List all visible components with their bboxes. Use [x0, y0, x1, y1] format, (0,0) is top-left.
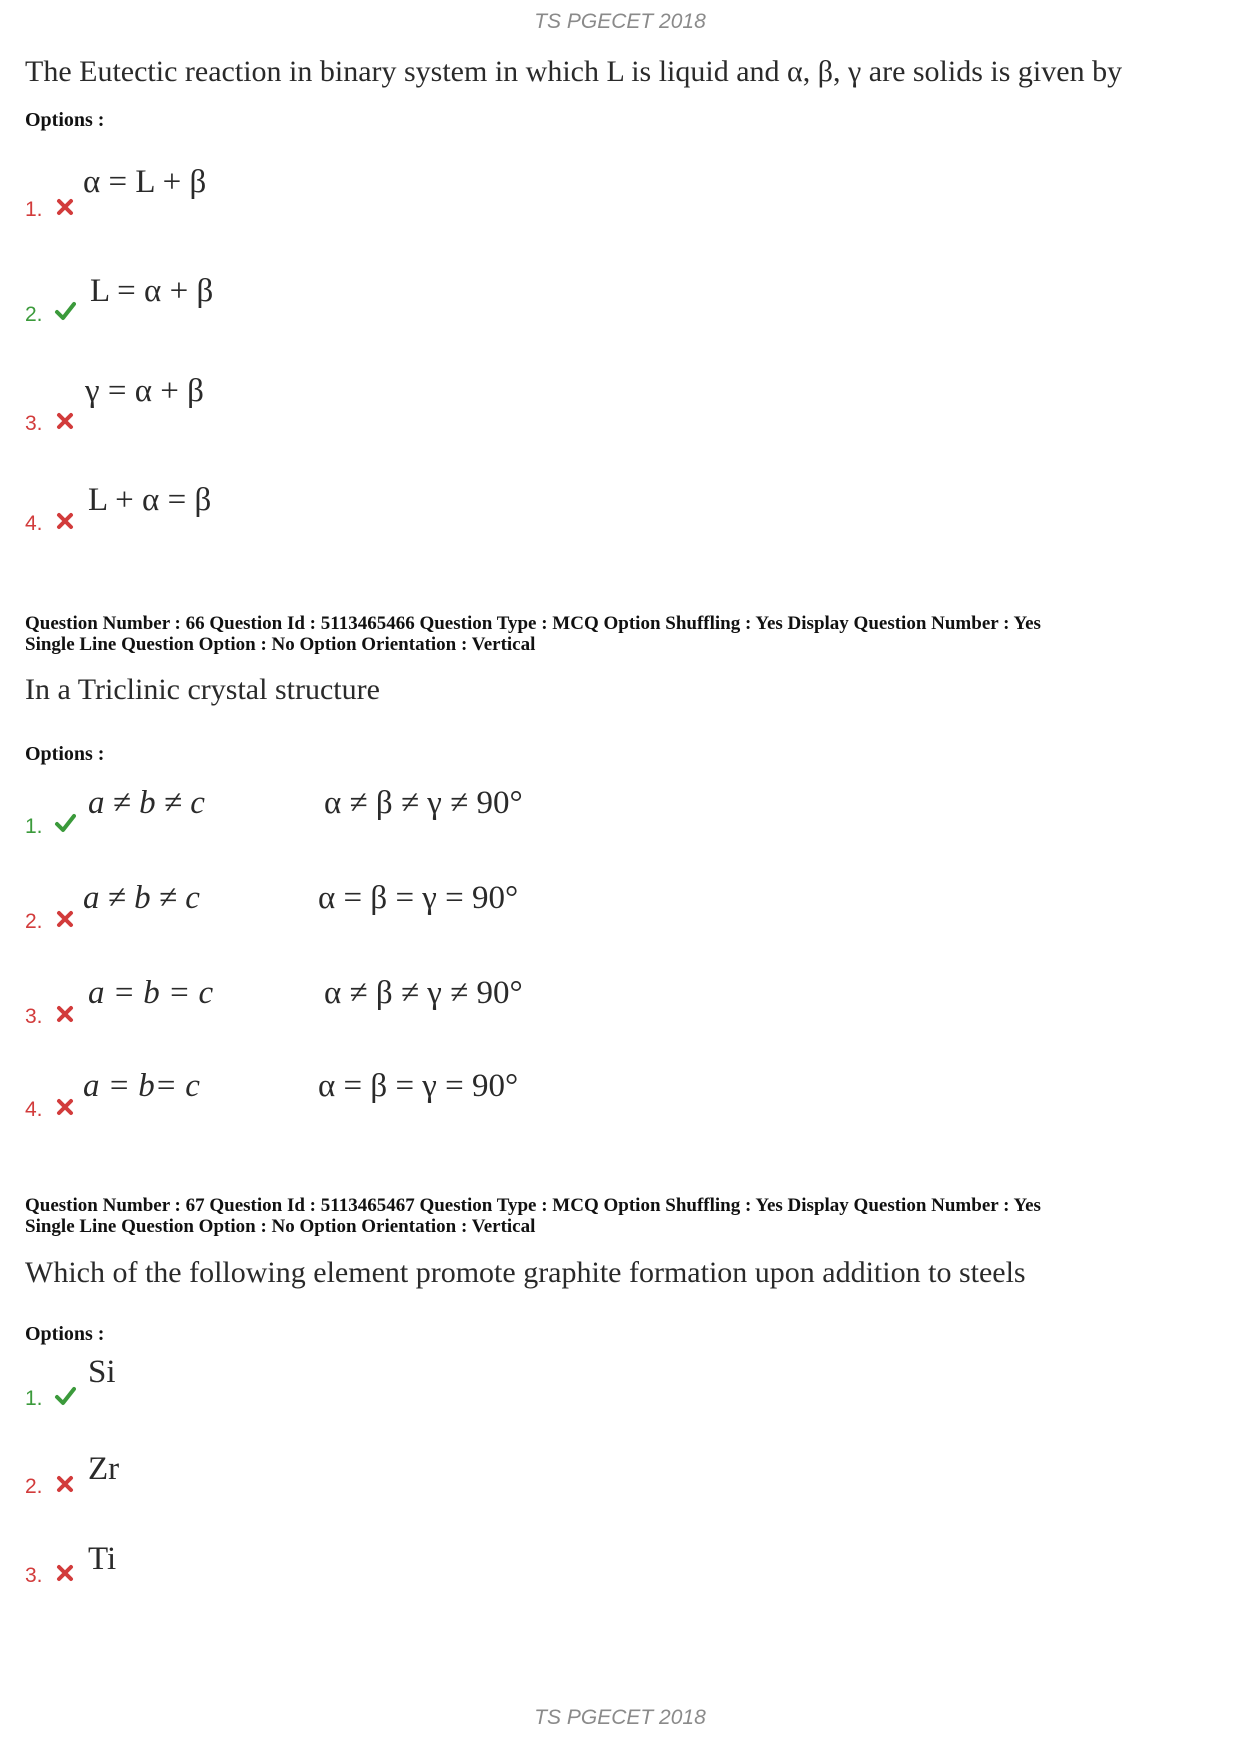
lattice-text: a ≠ b ≠ c: [83, 880, 200, 916]
question-66-meta-line2: Single Line Question Option : No Option Orientation : Vertical: [25, 634, 536, 655]
option-number: 2.: [25, 1475, 43, 1498]
option-formula: γ = α + β: [85, 373, 204, 409]
option-formula: L + α = β: [88, 482, 212, 518]
question-65-text: The Eutectic reaction in binary system in which L is liquid and α, β, γ are solids is given by: [25, 55, 1123, 88]
cross-icon: [54, 1473, 76, 1495]
check-icon: [54, 812, 76, 834]
option-angles: α = β = γ = 90°: [318, 880, 519, 916]
option-number: 1.: [25, 198, 43, 221]
cross-icon: [54, 1096, 76, 1118]
option-number: 1.: [25, 1387, 43, 1410]
option-lattice: [88, 785, 205, 822]
cross-icon: [54, 196, 76, 218]
option-lattice: [83, 880, 200, 917]
check-icon: [54, 1385, 76, 1407]
option-formula: L = α + β: [90, 273, 214, 309]
question-66-text: In a Triclinic crystal structure: [25, 673, 380, 706]
option-angles: α ≠ β ≠ γ ≠ 90°: [324, 975, 523, 1011]
option-number: 3.: [25, 1564, 43, 1587]
option-number: 4.: [25, 512, 43, 535]
question-66-meta: Question Number : 66 Question Id : 5113465466 Question Type : MCQ Option Shuffling : Yes Display Question Number : Yes: [25, 613, 1041, 634]
cross-icon: [54, 410, 76, 432]
check-icon: [54, 300, 76, 322]
option-angles: α ≠ β ≠ γ ≠ 90°: [324, 785, 523, 821]
option-angles: α = β = γ = 90°: [318, 1068, 519, 1104]
options-label: Options :: [25, 743, 105, 765]
option-formula: α = L + β: [83, 164, 207, 200]
cross-icon: [54, 1003, 76, 1025]
question-67-meta-line2: Single Line Question Option : No Option Orientation : Vertical: [25, 1216, 536, 1237]
option-number: 2.: [25, 910, 43, 933]
option-number: 4.: [25, 1098, 43, 1121]
question-67-text: Which of the following element promote graphite formation upon addition to steels: [25, 1256, 1026, 1289]
options-label: Options :: [25, 1323, 105, 1345]
lattice-text: a ≠ b ≠ c: [88, 785, 205, 821]
lattice-text: a = b= c: [83, 1068, 200, 1104]
page-footer: TS PGECET 2018: [534, 1706, 706, 1729]
option-lattice: [83, 1068, 200, 1105]
option-element: Zr: [88, 1451, 120, 1487]
cross-icon: [54, 510, 76, 532]
cross-icon: [54, 908, 76, 930]
option-number: 2.: [25, 303, 43, 326]
option-number: 3.: [25, 1005, 43, 1028]
options-label: Options :: [25, 109, 105, 131]
question-67-meta: Question Number : 67 Question Id : 5113465467 Question Type : MCQ Option Shuffling : Yes Display Question Number : Yes: [25, 1195, 1041, 1216]
lattice-text: a = b = c: [88, 975, 214, 1011]
option-element: Si: [88, 1354, 116, 1390]
option-number: 1.: [25, 815, 43, 838]
option-lattice: [88, 975, 213, 1012]
cross-icon: [54, 1562, 76, 1584]
option-element: Ti: [88, 1541, 117, 1577]
option-number: 3.: [25, 412, 43, 435]
page-header: TS PGECET 2018: [534, 10, 706, 33]
